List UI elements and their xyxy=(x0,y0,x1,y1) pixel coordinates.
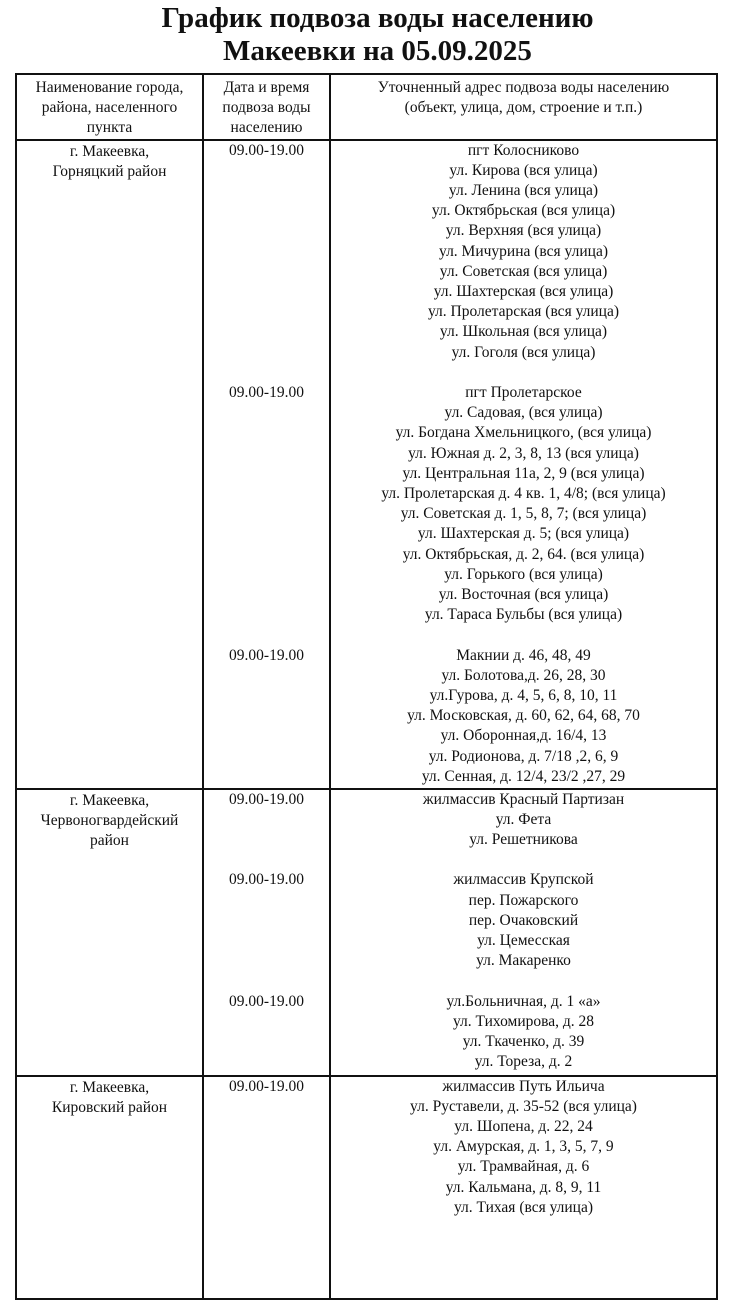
city-district-line: г. Макеевка, xyxy=(69,1078,150,1096)
address-block xyxy=(331,790,716,851)
address-line: ул. Тараса Бульбы (вся улица) xyxy=(424,606,623,624)
address-line: ул. Фета xyxy=(495,810,552,828)
address-line: ул. Московская, д. 60, 62, 64, 68, 70 xyxy=(407,707,640,725)
address-line: ул.Гурова, д. 4, 5, 6, 8, 10, 11 xyxy=(429,687,618,705)
address-line: ул. Пролетарская (вся улица) xyxy=(427,303,620,321)
address-line: ул. Южная д. 2, 3, 8, 13 (вся улица) xyxy=(408,444,639,462)
table-header-row xyxy=(16,74,717,140)
address-line: ул. Мичурина (вся улица) xyxy=(439,242,608,260)
address-block xyxy=(331,646,716,787)
header-city xyxy=(16,74,203,140)
header-time xyxy=(203,74,330,140)
time-block xyxy=(204,141,329,363)
address-block xyxy=(331,870,716,971)
address-cell xyxy=(330,140,717,789)
address-line: ул. Пролетарская д. 4 кв. 1, 4/8; (вся улица) xyxy=(381,485,666,503)
city-district-cell xyxy=(16,789,203,1076)
delivery-time: 09.00-19.00 xyxy=(229,141,304,159)
address-line: ул. Ткаченко, д. 39 xyxy=(462,1033,585,1051)
header-city-line: Наименование города, xyxy=(35,79,184,96)
address-line: ул. Оборонная,д. 16/4, 13 xyxy=(440,727,607,745)
block-spacer xyxy=(331,363,716,383)
address-line: ул. Амурская, д. 1, 3, 5, 7, 9 xyxy=(433,1138,614,1156)
block-spacer xyxy=(331,850,716,870)
delivery-time: 09.00-19.00 xyxy=(229,790,304,808)
address-line: ул. Тихомирова, д. 28 xyxy=(452,1012,595,1030)
address-line: Макнии д. 46, 48, 49 xyxy=(456,646,591,664)
time-block xyxy=(204,790,329,851)
address-line: ул. Гоголя (вся улица) xyxy=(451,343,596,361)
address-line: жилмассив Путь Ильича xyxy=(442,1077,605,1095)
block-spacer xyxy=(204,971,329,991)
address-line: ул. Ленина (вся улица) xyxy=(448,182,599,200)
address-line: пгт Колосниково xyxy=(467,141,580,159)
address-block xyxy=(331,1077,716,1218)
city-district-line: г. Макеевка, xyxy=(69,791,150,809)
address-cell xyxy=(330,1076,717,1299)
table-row xyxy=(16,789,717,1076)
city-district-line: Червоногвардейский xyxy=(40,811,179,829)
address-line: ул. Октябрьская, д. 2, 64. (вся улица) xyxy=(402,545,645,563)
water-delivery-table xyxy=(15,73,718,1300)
address-line: ул. Садовая, (вся улица) xyxy=(444,404,603,422)
header-time-line: Дата и время xyxy=(223,79,310,96)
header-address xyxy=(330,74,717,140)
address-line: ул. Верхняя (вся улица) xyxy=(445,222,602,240)
address-line: ул. Октябрьская (вся улица) xyxy=(431,202,616,220)
title-line-2: Макеевки на 05.09.2025 xyxy=(223,35,532,67)
address-cell xyxy=(330,789,717,1076)
address-line: ул. Советская д. 1, 5, 8, 7; (вся улица) xyxy=(400,505,647,523)
city-district-cell xyxy=(16,1076,203,1299)
address-line: жилмассив Крупской xyxy=(453,871,594,889)
header-time-line: населению xyxy=(230,119,303,137)
address-line: ул. Родионова, д. 7/18 ,2, 6, 9 xyxy=(428,747,619,765)
delivery-time: 09.00-19.00 xyxy=(229,383,304,401)
address-line: ул. Восточная (вся улица) xyxy=(438,586,609,604)
address-line: ул.Больничная, д. 1 «а» xyxy=(446,992,601,1010)
address-line: пер. Очаковский xyxy=(468,911,579,929)
address-line: ул. Болотова,д. 26, 28, 30 xyxy=(441,666,606,684)
address-line: ул. Кальмана, д. 8, 9, 11 xyxy=(445,1178,602,1196)
block-spacer xyxy=(331,971,716,991)
address-line: ул. Советская (вся улица) xyxy=(439,262,608,280)
block-spacer xyxy=(331,625,716,645)
address-line: ул. Трамвайная, д. 6 xyxy=(457,1158,590,1176)
title-line-1: График подвоза воды населению xyxy=(161,2,594,34)
address-line: ул. Горького (вся улица) xyxy=(444,565,603,583)
address-line: ул. Центральная 11а, 2, 9 (вся улица) xyxy=(402,464,645,482)
address-line: ул. Макаренко xyxy=(476,952,571,970)
address-line: ул. Руставели, д. 35-52 (вся улица) xyxy=(410,1097,637,1115)
address-line: пер. Пожарского xyxy=(468,891,579,909)
delivery-time: 09.00-19.00 xyxy=(229,992,304,1010)
city-district-line: г. Макеевка, xyxy=(69,142,150,160)
page-title xyxy=(0,2,755,68)
time-block xyxy=(204,870,329,971)
address-line: пгт Пролетарское xyxy=(465,384,582,402)
time-block xyxy=(204,646,329,787)
city-district-line: Кировский район xyxy=(51,1098,168,1116)
header-city-line: пункта xyxy=(86,119,133,137)
city-district-line: Горняцкий район xyxy=(52,162,167,180)
address-line: ул. Шопена, д. 22, 24 xyxy=(454,1118,593,1136)
city-district-line: район xyxy=(90,832,129,850)
time-block xyxy=(204,383,329,625)
header-time-line: подвоза воды xyxy=(222,99,311,117)
address-line: ул. Богдана Хмельницкого, (вся улица) xyxy=(395,424,652,442)
table-body xyxy=(16,140,717,1299)
address-line: ул. Кирова (вся улица) xyxy=(449,161,598,179)
address-line: ул. Шахтерская (вся улица) xyxy=(433,283,614,301)
address-line: ул. Сенная, д. 12/4, 23/2 ,27, 29 xyxy=(421,767,626,785)
header-address-line: (объект, улица, дом, строение и т.п.) xyxy=(404,99,643,117)
delivery-time-cell xyxy=(203,1076,330,1299)
time-block xyxy=(204,1077,329,1218)
address-line: ул. Тихая (вся улица) xyxy=(453,1198,594,1216)
delivery-time: 09.00-19.00 xyxy=(229,646,304,664)
delivery-time: 09.00-19.00 xyxy=(229,871,304,889)
block-spacer xyxy=(204,625,329,645)
table-row xyxy=(16,1076,717,1299)
address-line: ул. Цемесская xyxy=(477,932,570,950)
block-spacer xyxy=(204,850,329,870)
address-line: ул. Тореза, д. 2 xyxy=(474,1053,573,1071)
delivery-time-cell xyxy=(203,140,330,789)
address-line: ул. Шахтерская д. 5; (вся улица) xyxy=(417,525,630,543)
address-block xyxy=(331,383,716,625)
address-block xyxy=(331,992,716,1073)
address-line: жилмассив Красный Партизан xyxy=(422,790,625,808)
address-line: ул. Решетникова xyxy=(469,831,578,849)
delivery-time: 09.00-19.00 xyxy=(229,1077,304,1095)
address-line: ул. Школьная (вся улица) xyxy=(439,323,608,341)
block-spacer xyxy=(204,363,329,383)
header-address-line: Уточненный адрес подвоза воды населению xyxy=(377,79,670,96)
address-block xyxy=(331,141,716,363)
delivery-time-cell xyxy=(203,789,330,1076)
header-city-line: района, населенного xyxy=(41,99,178,117)
table-row xyxy=(16,140,717,789)
city-district-cell xyxy=(16,140,203,789)
time-block xyxy=(204,992,329,1073)
